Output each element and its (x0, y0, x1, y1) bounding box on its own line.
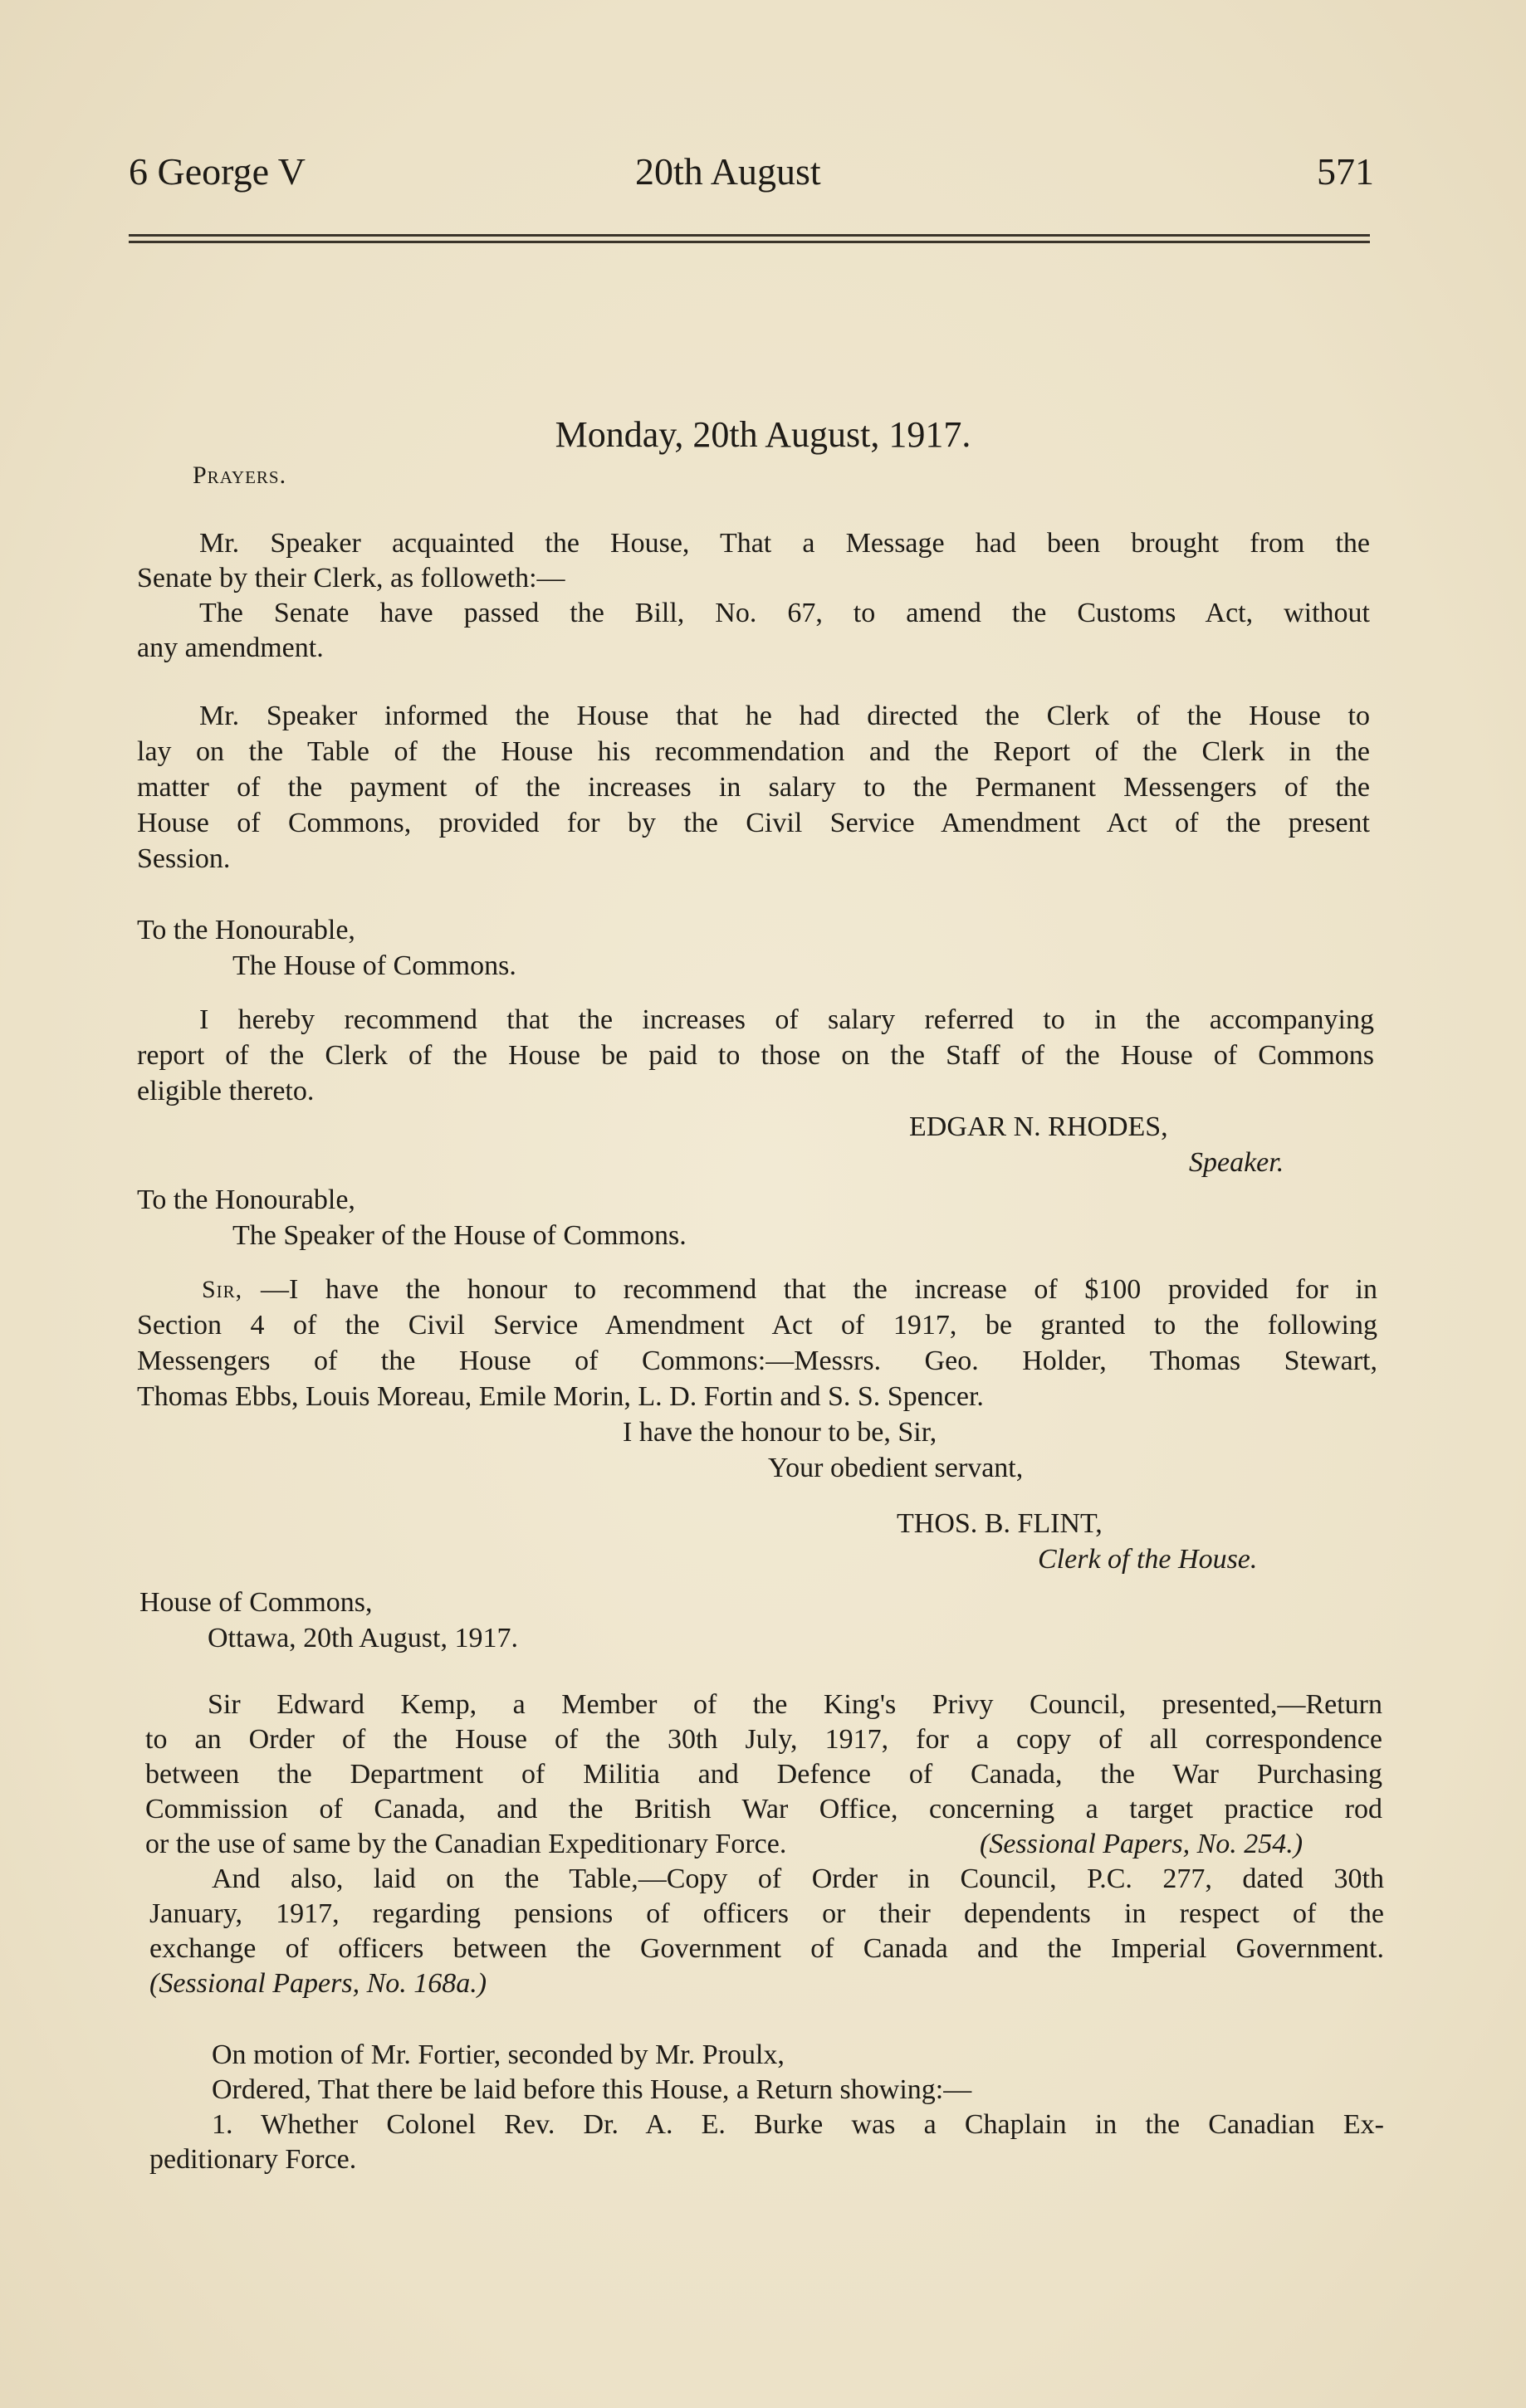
running-header (129, 149, 1374, 199)
paragraph-line: report of the Clerk of the House be paid to those on the Staff of the House of Commons (137, 1040, 1374, 1071)
paragraph-line: or the use of same by the Canadian Expeditionary Force. (145, 1829, 787, 1859)
paragraph-line: Session. (137, 843, 231, 874)
paragraph-line: —I have the honour to recommend that the increase of $100 provided for in (261, 1274, 1377, 1305)
motion-line: peditionary Force. (149, 2144, 357, 2175)
paragraph-line: Commission of Canada, and the British War Office, concerning a target practice rod (145, 1794, 1382, 1824)
paragraph-line: House of Commons, provided for by the Civil Service Amendment Act of the present (137, 808, 1370, 838)
paragraph-line: The Senate have passed the Bill, No. 67, to amend the Customs Act, without (199, 598, 1370, 628)
salutation: Sir, (202, 1276, 243, 1303)
signature: EDGAR N. RHODES, (909, 1111, 1168, 1142)
paragraph-line: Section 4 of the Civil Service Amendment Act of 1917, be granted to the following (137, 1310, 1377, 1341)
paragraph-line: matter of the payment of the increases in salary to the Permanent Messengers of the (137, 772, 1370, 803)
date-title: Monday, 20th August, 1917. (555, 414, 971, 455)
motion-line: On motion of Mr. Fortier, seconded by Mr. Proulx, (212, 2039, 785, 2070)
addressee-line: The Speaker of the House of Commons. (232, 1220, 687, 1251)
paragraph-line: I hereby recommend that the increases of salary referred to in the accompanying (199, 1004, 1374, 1035)
paragraph-line: between the Department of Militia and Defence of Canada, the War Purchasing (145, 1759, 1382, 1790)
addressee-line: To the Honourable, (137, 915, 355, 945)
place-line: House of Commons, (139, 1587, 373, 1618)
paragraph-line: Senate by their Clerk, as followeth:— (137, 563, 565, 593)
closing-line: I have the honour to be, Sir, (623, 1417, 937, 1448)
paragraph-line: Mr. Speaker acquainted the House, That a Message had been brought from the (199, 528, 1370, 559)
paragraph-line: Messengers of the House of Commons:—Messrs. Geo. Holder, Thomas Stewart, (137, 1346, 1377, 1376)
sessional-paper-ref: (Sessional Papers, No. 168a.) (149, 1968, 487, 1999)
paragraph-line: eligible thereto. (137, 1076, 315, 1106)
closing-line: Your obedient servant, (768, 1453, 1024, 1483)
header-rule-top (129, 234, 1370, 237)
header-rule-bottom (129, 241, 1370, 243)
addressee-line: To the Honourable, (137, 1184, 355, 1215)
prayers-heading: Prayers. (193, 462, 287, 489)
paragraph-line: Mr. Speaker informed the House that he had directed the Clerk of the House to (199, 701, 1370, 731)
header-date: 20th August (635, 150, 821, 193)
paragraph-line: to an Order of the House of the 30th July, 1917, for a copy of all correspondence (145, 1724, 1382, 1755)
signature-title: Speaker. (1189, 1147, 1284, 1178)
motion-line: Ordered, That there be laid before this House, a Return showing:— (212, 2074, 972, 2105)
addressee-line: The House of Commons. (232, 950, 516, 981)
sessional-paper-ref: (Sessional Papers, No. 254.) (980, 1829, 1303, 1859)
signature-title: Clerk of the House. (1038, 1544, 1258, 1575)
paragraph-line: any amendment. (137, 633, 324, 663)
signature: THOS. B. FLINT, (897, 1508, 1103, 1539)
place-line: Ottawa, 20th August, 1917. (208, 1623, 518, 1653)
paragraph-line: And also, laid on the Table,—Copy of Order in Council, P.C. 277, dated 30th (212, 1863, 1384, 1894)
paragraph-line: lay on the Table of the House his recommendation and the Report of the Clerk in the (137, 736, 1370, 767)
paragraph-line: January, 1917, regarding pensions of officers or their dependents in respect of the (149, 1898, 1384, 1929)
motion-line: 1. Whether Colonel Rev. Dr. A. E. Burke was a Chaplain in the Canadian Ex- (212, 2109, 1384, 2140)
regnal-year: 6 George V (129, 150, 306, 193)
page-number: 571 (1317, 150, 1374, 193)
paragraph-line: Sir Edward Kemp, a Member of the King's Privy Council, presented,—Return (208, 1689, 1382, 1720)
paragraph-line: Thomas Ebbs, Louis Moreau, Emile Morin, L. D. Fortin and S. S. Spencer. (137, 1381, 984, 1412)
paragraph-line: exchange of officers between the Government of Canada and the Imperial Government. (149, 1933, 1384, 1964)
